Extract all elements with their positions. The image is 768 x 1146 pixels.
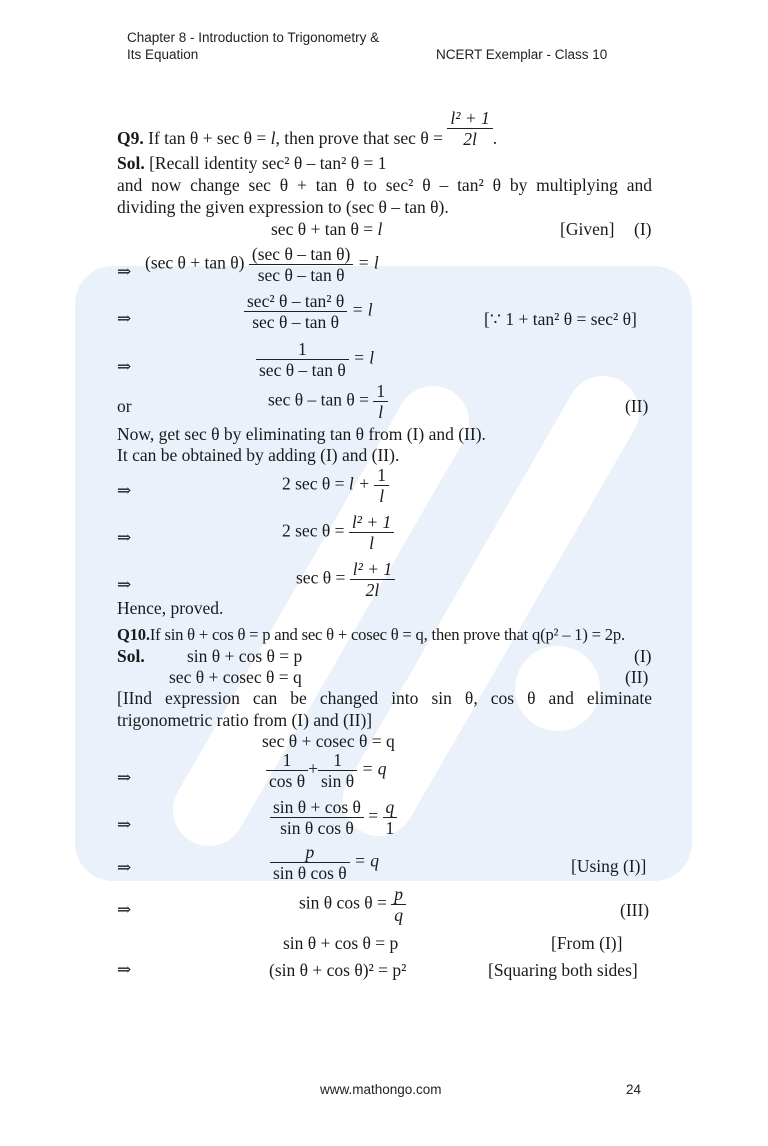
fraction: $\frac{\text{sec² θ – tan² θ}}{\text{sec θ – tan θ}}$ xyxy=(244,291,347,332)
q9-step1: (sec θ + tan θ) $\frac{\text{(sec θ – tan θ)}}{\text{sec θ – tan θ}}$ = l xyxy=(145,244,379,285)
q9-sol-line2: and now change sec θ + tan θ to sec² θ – tan² θ by multiplying and xyxy=(117,175,652,195)
or-label: or xyxy=(117,396,132,416)
fraction: $\frac{1}{\text{sin θ}}$ xyxy=(318,750,357,791)
implies-icon: ⇒ xyxy=(117,815,132,834)
reason-squaring: [Squaring both sides] xyxy=(488,960,638,980)
page-number: 24 xyxy=(626,1082,642,1097)
fraction: $\frac{\text{l² + 1}}{l}$ xyxy=(349,512,394,553)
q9-text-now: Now, get sec θ by eliminating tan θ from (I) and (II). xyxy=(117,424,486,444)
tag-I: (I) xyxy=(634,219,652,239)
q10-s1: $\frac{1}{\text{cos θ}}$ + $\frac{1}{\text{sin θ}}$ = q xyxy=(266,750,386,791)
q9-step6: 2 sec θ = $\frac{\text{l² + 1}}{l}$ xyxy=(282,512,394,553)
tag-I: (I) xyxy=(634,646,652,666)
q9-step2: $\frac{\text{sec² θ – tan² θ}}{\text{sec θ – tan θ}}$ = l xyxy=(244,291,373,332)
q9-eq-given: sec θ + tan θ = l xyxy=(271,219,383,239)
fraction: $\frac{\text{l² + 1}}{2l}$ xyxy=(447,108,492,149)
implies-icon: ⇒ xyxy=(117,858,132,877)
q9-step4: sec θ – tan θ = $\frac{1}{l}$ xyxy=(268,381,388,422)
q10-s2: $\frac{\text{sin θ + cos θ}}{\text{sin θ cos θ}}$ = $\frac{q}{1}$ xyxy=(270,797,397,838)
chapter-title: Chapter 8 - Introduction to Trigonometry & Its Equation xyxy=(127,30,380,62)
reason-from-I: [From (I)] xyxy=(551,933,623,953)
fraction: $\frac{q}{1}$ xyxy=(383,797,398,838)
q10-note-line2: trigonometric ratio from (I) and (II)] xyxy=(117,710,373,730)
fraction: $\frac{p}{\text{sin θ cos θ}}$ xyxy=(270,842,350,883)
reason-using-I: [Using (I)] xyxy=(571,856,647,876)
fraction: $\frac{1}{l}$ xyxy=(374,465,389,506)
implies-icon: ⇒ xyxy=(117,575,132,594)
tag-II: (II) xyxy=(625,667,649,687)
reason-identity: [∵ 1 + tan² θ = sec² θ] xyxy=(484,309,637,329)
implies-icon: ⇒ xyxy=(117,960,132,979)
q9-sol-line1: Sol. [Recall identity sec² θ – tan² θ = 1 xyxy=(117,153,387,173)
tag-given: [Given] xyxy=(560,219,615,239)
fraction: $\frac{1}{l}$ xyxy=(373,381,388,422)
fraction: $\frac{1}{\text{sec θ – tan θ}}$ xyxy=(256,339,349,380)
fraction: $\frac{1}{\text{cos θ}}$ xyxy=(266,750,308,791)
q10-s6: (sin θ + cos θ)² = p² xyxy=(269,960,407,980)
q10-s3: $\frac{p}{\text{sin θ cos θ}}$ = q xyxy=(270,842,379,883)
q10-eq1: sin θ + cos θ = p xyxy=(187,646,303,666)
q9-conclusion: Hence, proved. xyxy=(117,598,224,618)
q10-note-line1: [IInd expression can be changed into sin θ, cos θ and eliminate xyxy=(117,688,652,708)
q10-sol-eq1: Sol. xyxy=(117,646,145,666)
tag-III: (III) xyxy=(620,900,650,920)
q9-step3: $\frac{1}{\text{sec θ – tan θ}}$ = l xyxy=(256,339,374,380)
footer-website-link[interactable]: www.mathongo.com xyxy=(320,1082,442,1097)
q10-eq2: sec θ + cosec θ = q xyxy=(169,667,302,687)
q9-step7: sec θ = $\frac{\text{l² + 1}}{2l}$ xyxy=(296,559,395,600)
q9-statement: Q9. If tan θ + sec θ = l, then prove that sec θ = $\frac{\text{l² + 1}}{2l}$ . xyxy=(117,108,498,150)
implies-icon: ⇒ xyxy=(117,262,132,281)
tag-II: (II) xyxy=(625,396,649,416)
q9-text-adding: It can be obtained by adding (I) and (II). xyxy=(117,445,400,465)
fraction: $\frac{\text{sin θ + cos θ}}{\text{sin θ cos θ}}$ xyxy=(270,797,364,838)
fraction: $\frac{p}{q}$ xyxy=(391,884,406,925)
book-title: NCERT Exemplar - Class 10 xyxy=(436,47,608,62)
q9-step5: 2 sec θ = l + $\frac{1}{l}$ xyxy=(282,465,389,506)
implies-icon: ⇒ xyxy=(117,357,132,376)
q9-sol-line3: dividing the given expression to (sec θ – tan θ). xyxy=(117,197,449,217)
fraction: $\frac{\text{(sec θ – tan θ)}}{\text{sec θ – tan θ}}$ xyxy=(249,244,353,285)
implies-icon: ⇒ xyxy=(117,481,132,500)
q10-s4: sin θ cos θ = $\frac{p}{q}$ xyxy=(299,884,406,925)
q10-s0: sec θ + cosec θ = q xyxy=(262,731,395,751)
implies-icon: ⇒ xyxy=(117,768,132,787)
implies-icon: ⇒ xyxy=(117,309,132,328)
fraction: $\frac{\text{l² + 1}}{2l}$ xyxy=(350,559,395,600)
implies-icon: ⇒ xyxy=(117,528,132,547)
q10-s5: sin θ + cos θ = p xyxy=(283,933,399,953)
q10-statement: Q10.If sin θ + cos θ = p and sec θ + cosec θ = q, then prove that q(p² – 1) = 2p. xyxy=(117,625,625,644)
implies-icon: ⇒ xyxy=(117,900,132,919)
